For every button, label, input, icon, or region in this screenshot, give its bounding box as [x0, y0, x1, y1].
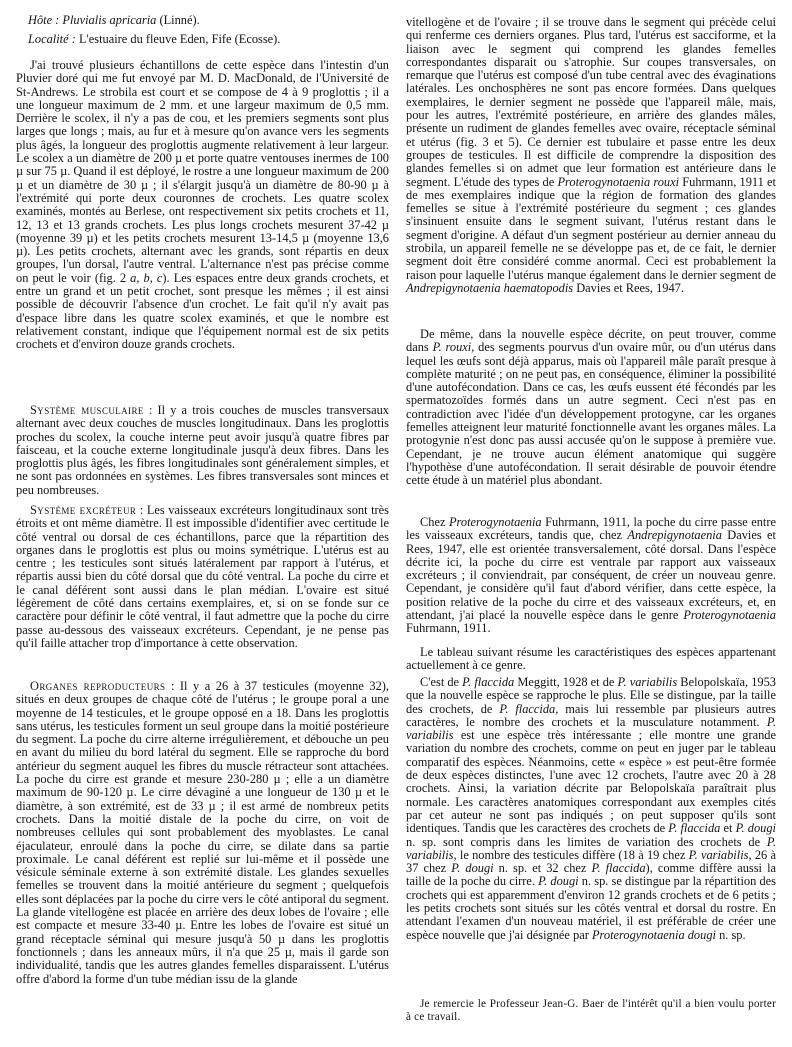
section-heading: Organes reproducteurs — [30, 679, 166, 693]
italic-text: Andrepigynotaenia — [627, 528, 722, 543]
italic-text: P. dougi — [735, 821, 776, 836]
text-run: Fuhrmann, 1911 et de mes exemplaires indique que la région de formation des glandes femelles se situe à l'extrémité postérieure du segment ; ces glandes s'insinuent ensuite dans le segment suivant, l'utérus restant dans le segment d'origine. A défaut d'un segment postérieur au dernier anneau du strobila, un appareil femelle ne se développe pas et, de ce fait, le dernier segment doit être considéré comme anormal. Ceci est probablement la raison pour laquelle l'utérus manque également dans le dernier segment de — [406, 174, 776, 282]
acknowledgement — [406, 998, 776, 1024]
text-run: Fuhrmann, 1911. — [406, 621, 491, 636]
paragraph — [16, 504, 389, 650]
paragraph — [16, 680, 389, 986]
italic-text: P. flaccida — [591, 861, 646, 876]
paragraph — [16, 59, 389, 352]
paragraph — [16, 404, 389, 497]
italic-text: P. flaccida, — [499, 701, 559, 716]
text-run: Meggitt, 1928 et de — [514, 675, 618, 689]
text-run: est une espèce très intéressante ; elle montre une grande variation du nombre des crochets, comme on peut en juger par le tableau comparatif des espèces. Néanmoins, cette « espèce » est peut-être formée de deux espèces distinctes, l'une avec 12 crochets, l'autre avec 20 à 28 crochets. Ainsi, la variation décrite par Belopolskaïa paraîtrait plus normale. Les caractères anatomiques correspondant aux exemples cités par cet auteur ne sont pas indiqués ; on peut supposer qu'ils sont identiques. Tandis que les caractères des crochets de — [406, 728, 776, 836]
italic-text: Andrepigynotaenia haematopodis — [406, 280, 574, 295]
italic-text: Proterogynotaenia — [683, 608, 776, 623]
text-run: (Linné). — [156, 13, 200, 27]
text-run: n. sp. et 32 chez — [493, 861, 592, 876]
italic-text: P. variabilis — [406, 714, 776, 743]
text-run: vitellogène et de l'ovaire ; il se trouve dans le segment qui précède celui qui renferme ces derniers organes. Plus tard, l'utérus est sacciforme, et la liaison avec le segment qui comprend les glandes femelles correspondantes disparait ou s'atrophie. Sur coupes transversales, on remarque que l'utérus est composé d'un tube central avec des évaginations latérales. Les onchosphères ne sont pas encore formées. Dans quelques exemplaires, le dernier segment ne possède que l'appareil mâle, mais, pour les autres, l'extrémité postérieure, en arrière des glandes mâles, présente un rudiment de glandes femelles avec ovaire, réceptacle séminal et utérus (fig. 3 et 5). Ce dernier est tubulaire et passe entre les deux groupes de testicules. Il est difficile de comprendre la disposition des glandes femelles si on admet que leur formation est antérieure dans le segment. L'étude des types de — [406, 15, 776, 189]
italic-text: P. flaccida — [462, 675, 515, 689]
text-run: L'estuaire du fleuve Eden, Fife (Ecosse). — [75, 32, 281, 46]
right-column — [406, 0, 776, 1047]
text-run: mais lui ressemble par plusieurs autres caractères, le nombre des crochets et la musculature notamment. — [406, 701, 776, 729]
section-heading: Système musculaire — [30, 403, 144, 417]
paragraph — [406, 646, 776, 673]
italic-text: Proterogynotaenia rouxi — [557, 174, 680, 189]
text-run: 26 à 37 chez — [406, 847, 776, 876]
text-run: Davies et Rees, 1947, elle est orientée transversalement, côté dorsal. Dans l'espèce décrite ici, la poche du cirre est ventrale par rapport aux vaisseaux excréteurs ; il conviendrait, par conséquent, de créer un nouveau genre. Cependant, je considère qu'il faut d'abord vérifier, dans cette espèce, la position relative de la poche du cirre et des vaisseaux excréteurs, et, en attendant, j'ai placé la nouvelle espèce dans le genre — [406, 528, 776, 623]
section-heading: Système excréteur — [30, 503, 137, 517]
text-run: : Les vaisseaux excréteurs longitudinaux sont très étroits et ont même diamètre. Il est impossible d'identifier avec certitude le côté ventral ou dorsal de ces échantillons, parce que la répartition des organes dans le proglottis est plus ou moins symétrique. L'utérus est au centre ; les testicules sont situés latéralement par rapport à l'utérus, et répartis aussi bien du côté dorsal que du côté ventral. La poche du cirre et le canal déférent sont aussi dans le plan médian. L'ovaire est situé légèrement de côté dans certains exemplaires, et, si on se fonde sur ce caractère pour définir le côté ventral, il faut admettre que la poche du cirre passe au-dessous des vaisseaux excréteurs. Cependant, je ne pense pas qu'il faille attacher trop d'importance à cette observation. — [16, 503, 389, 650]
text-run: : Il y a trois couches de muscles transversaux alternant avec deux couches de muscles longitudinaux. Dans les proglottis proches du scolex, la couche interne peut avoir jusqu'à quatre fibres par faisceau, et la couche externe longitudinale jusqu'à deux fibres. Dans les proglottis plus âgés, les fibres longitudinales sont généralement simples, et ne sont pas ordonnées en systèmes. Les fibres transversales sont minces et peu nombreuses. — [16, 403, 389, 497]
italic-text: Proterogynotaenia dougi — [591, 927, 716, 942]
text-run: et — [720, 821, 736, 836]
paragraph — [406, 516, 776, 636]
italic-text: P. dougi — [451, 861, 494, 876]
italic-text: a — [130, 270, 137, 285]
text-run: n. sp. — [715, 927, 746, 942]
italic-text: c — [156, 270, 163, 285]
italic-text: P. dougi — [538, 874, 579, 889]
text-run: Chez — [420, 515, 449, 529]
text-run: ), comme diffère aussi la taille de la poche du cirre. — [406, 861, 777, 889]
text-run: des segments pourvus d'un ovaire mûr, ou d'un utérus dans lequel les œufs sont déjà apparus, mais où l'appareil mâle paraît presque à complète maturité ; on ne peut pas, en conséquence, éliminer la possibilité d'une autofécondation. Dans ce cas, les œufs eussent été fécondés par les spermatozoïdes formés dans un autre segment. Ceci n'est pas en contradiction avec l'idée d'un développement protogyne, car les organes femelles atteignent leur maturité fonctionnelle avant les organes mâles. La protogynie n'est donc pas aussi accusée qu'on le suppose à première vue. Cependant, je ne trouve aucun élément anatomique qui suggère l'hypothèse d'une autofécondation. Il serait désirable de pouvoir étendre cette étude à un matériel plus abondant. — [406, 340, 777, 488]
italic-text: Proterogynotaenia — [448, 515, 542, 529]
text-run: De même, dans la nouvelle espèce décrite, on peut trouver, comme dans — [406, 327, 776, 355]
text-run: Je remercie le Professeur Jean-G. Baer de l'intérêt qu'il a bien voulu porter à ce travail. — [406, 998, 776, 1023]
text-run: n. sp. sont compris dans les limites de variation des crochets de — [406, 834, 767, 849]
text-run: , — [149, 270, 157, 285]
italic-text: P. rouxi, — [432, 340, 475, 355]
italic-text: P. flaccida — [668, 821, 721, 836]
italic-text: P. variabilis, — [688, 847, 752, 862]
text-run: n. sp. se distingue par la répartition des crochets qui est apparemment d'environ 12 grands crochets et de 6 petits ; les petits crochets sont situés sur les côtés ventral et dorsal du rostre. En attendant l'examen d'un nouveau matériel, il est préférable de créer une espèce nouvelle que j'ai désignée par — [406, 874, 777, 942]
metadata-line — [16, 33, 389, 46]
text-run: J'ai trouvé plusieurs échantillons de cette espèce dans l'intestin d'un Pluvier doré qui me fut envoyé par M. D. MacDonald, de l'Université de St-Andrews. Le strobila est court et se compose de 4 à 9 proglottis ; il a une longueur maximum de 2 mm. et une largeur maximum de 0,5 mm. Derrière le scolex, il n'y a pas de cou, et les premiers segments sont plus larges que longs ; mais, au fur et à mesure qu'on avance vers les segments plus âgés, la longueur des proglottis augmente relativement à leur largeur. Le scolex a un diamètre de 200 µ et porte quatre ventouses inermes de 100 µ sur 75 µ. Quand il est déployé, le rostre a une longueur maximum de 200 µ et un diamètre de 30 µ ; il s'élargit jusqu'à un diamètre de 80-90 µ à l'extrémité qui porte deux couronnes de crochets. Les quatre scolex examinés, montés au Berlese, ont respectivement six petits crochets et 11, 12, 13 et 13 grands crochets. Les plus longs crochets mesurent 37-42 µ (moyenne 39 µ) et les petits crochets mesurent 13-14,5 µ (moyenne 13,6 µ). Les petits crochets, alternant avec les grands, sont répartis en deux groupes, l'un dorsal, l'autre ventral. L'alternance n'est pas précise comme on peut le voir (fig. 2 — [16, 58, 389, 285]
text-run: Davies et Rees, 1947. — [573, 280, 684, 295]
text-run: Le tableau suivant résume les caractéristiques des espèces appartenant actuellement à ce genre. — [406, 645, 776, 673]
paragraph — [406, 676, 776, 942]
italic-text: Hôte : Pluvialis apricaria — [28, 13, 157, 27]
text-run: : Il y a 26 à 37 testicules (moyenne 32), situés en deux groupes de chaque côté de l'utérus ; le groupe poral a une moyenne de 14 testicules, et le groupe opposé en a 18. Dans les proglottis sans utérus, les testicules forment un seul groupe dans la moitié postérieure du segment. La poche du cirre alterne irrégulièrement, et débouche un peu en avant du milieu du bord latéral du segment. Elle se rapproche du bord antérieur du segment auquel les fibres du muscle rétracteur sont attachées. La poche du cirre est grande et mesure 230-280 µ ; elle a un diamètre maximum de 90-120 µ. Le cirre dévaginé a une longueur de 130 µ et le diamètre, à son extrémité, est de 33 µ ; il est armé de nombreux petits crochets. Dans la moitié distale de la poche du cirre, on voit de nombreuses cellules qui sont probablement des myoblastes. Le canal éjaculateur, enroulé dans la poche du cirre, se dilate dans sa partie proximale. Le canal déférent est replié sur lui-même et il possède une vésicule séminale externe à son extrémité distale. Les glandes sexuelles femelles se trouvent dans la moitié antérieure du segment ; quelquefois elles sont déplacées par la poche du cirre vers le côté antiporal du segment. La glande vitellogène est placée en arrière des deux lobes de l'ovaire ; elle est compacte et mesure 33-40 µ. Entre les lobes de l'ovaire est situé un grand réceptacle séminal qui mesure jusqu'à 50 µ dans les proglottis fonctionnels ; dans les anneaux mûrs, il n'a que 25 µ, mais il garde son individualité, tandis que les autres glandes femelles disparaissent. L'utérus offre d'abord la forme d'un tube médian issu de la glande — [16, 679, 390, 986]
italic-text: P. variabilis, — [406, 834, 776, 862]
text-run: , — [136, 270, 144, 285]
paragraph — [406, 328, 776, 488]
italic-text: Localité : — [28, 32, 76, 46]
text-run: Fuhrmann, 1911, la poche du cirre passe entre les vaisseaux excréteurs, tandis que, chez — [406, 515, 777, 543]
metadata-line — [16, 14, 389, 27]
left-column — [16, 0, 389, 1047]
text-run: Belopolskaïa, 1953 que la nouvelle espèce se rapproche le plus. Elle se distingue, par la taille des crochets, de — [406, 675, 776, 716]
text-run: le nombre des testicules diffère (18 à 19 chez — [456, 847, 689, 862]
text-run: ). Les espaces entre deux grands crochets, et entre un grand et un petit crochet, sont presque les mêmes ; il est ainsi possible de découvrir l'absence d'un crochet. Le fait qu'il n'y avait pas d'espace libre dans les quatre scolex examinés, et que le nombre est relativement constant, indique que l'équipement normal est de six petits crochets et d'environ douze grands crochets. — [16, 270, 389, 352]
italic-text: P. variabilis — [617, 675, 678, 689]
text-run: C'est de — [420, 675, 463, 689]
italic-text: b — [143, 270, 150, 285]
paragraph-continued — [406, 16, 776, 295]
